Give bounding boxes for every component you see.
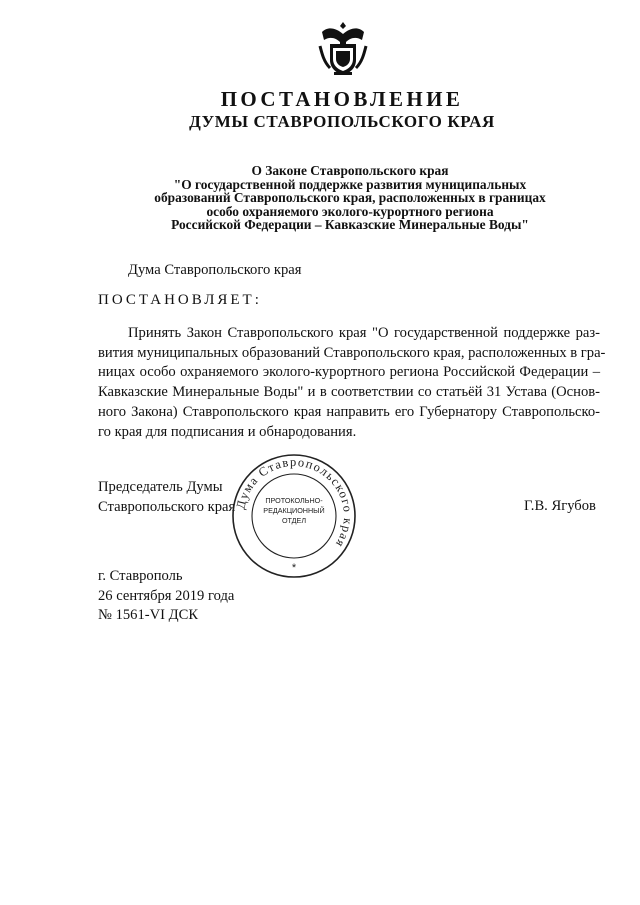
position-line: Ставропольского края — [98, 498, 236, 515]
coat-of-arms-icon — [316, 20, 370, 78]
footer-date: 26 сентября 2019 года — [98, 587, 235, 604]
subject-line: О Законе Ставропольского края — [251, 163, 449, 178]
paragraph-line: Кавказские Минеральные Воды" и в соответствии со статьёй 31 Устава (Основ- — [98, 384, 600, 401]
document-subject — [110, 164, 590, 232]
paragraph-line: го края для подписания и обнародования. — [98, 423, 357, 440]
subject-line: Российской Федерации – Кавказские Минеральные Воды" — [171, 217, 529, 232]
signatory-name: Г.В. Ягубов — [524, 498, 596, 514]
stamp-star-icon: * — [291, 562, 297, 574]
subject-line: "О государственной поддержке развития муниципальных — [173, 176, 527, 192]
stamp-inner-line: ОТДЕЛ — [281, 516, 307, 525]
resolves-heading: ПОСТАНОВЛЯЕТ: — [98, 292, 262, 308]
paragraph-line: ницах особо охраняемого эколого-курортного региона Российской Федерации – — [98, 364, 600, 381]
document-footer — [98, 567, 234, 626]
footer-number: № 1561-VI ДСК — [98, 607, 199, 623]
issuer-line: Дума Ставропольского края — [128, 262, 302, 278]
official-stamp — [229, 451, 359, 581]
footer-city: г. Ставрополь — [98, 568, 183, 584]
stamp-inner-line: ПРОТОКОЛЬНО- — [265, 496, 323, 505]
position-line: Председатель Думы — [98, 479, 223, 495]
document-title: ПОСТАНОВЛЕНИЕ — [220, 87, 464, 111]
stamp-inner-line: РЕДАКЦИОННЫЙ — [263, 506, 325, 515]
subject-line: особо охраняемого эколого-курортного региона — [206, 203, 494, 219]
document-subtitle: ДУМЫ СТАВРОПОЛЬСКОГО КРАЯ — [189, 112, 495, 131]
signatory-position — [98, 478, 235, 517]
paragraph-line: Принять Закон Ставропольского края "О государственной поддержке раз- — [128, 325, 600, 341]
stamp-ring-text: Дума Ставропольского края — [233, 454, 356, 551]
paragraph-line: ного Закона) Ставропольского края направить его Губернатору Ставропольско- — [98, 403, 600, 420]
paragraph-line: вития муниципальных образований Ставропольского края, расположенных в гра- — [98, 344, 606, 361]
resolution-paragraph — [98, 324, 606, 442]
subject-line: образований Ставропольского края, расположенных в границах — [154, 190, 546, 205]
